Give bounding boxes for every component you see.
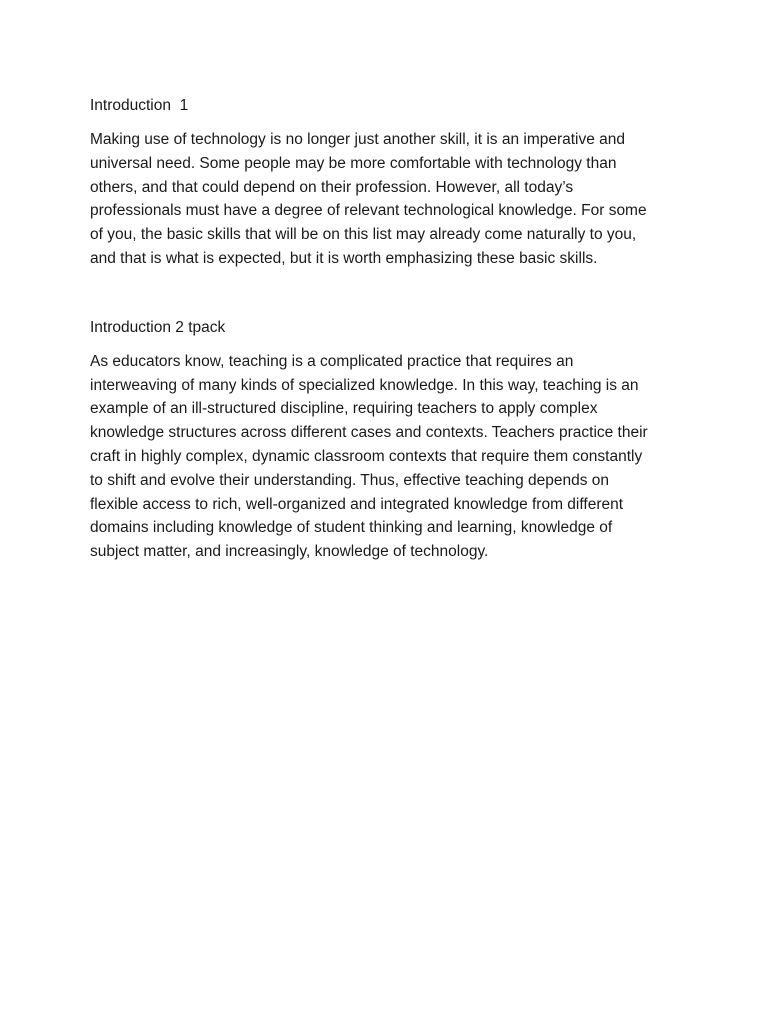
section-heading: Introduction 1 bbox=[90, 97, 189, 114]
section-introduction-2 bbox=[90, 316, 680, 564]
section-introduction-1 bbox=[90, 94, 680, 271]
section-heading: Introduction 2 tpack bbox=[90, 318, 226, 336]
section-paragraph: As educators know, teaching is a complicated practice that requires an interweaving of many kinds of specialized knowledge. In this way, teaching is an example of an ill-structured discipline, requiring teachers to apply complex knowledge structures across different cases and contexts. Teachers practice their craft in highly complex, dynamic classroom contexts that require them constantly to shift and evolve their understanding. Thus, effective teaching depends on flexible access to rich, well-organized and integrated knowledge from different domains including knowledge of student thinking and learning, knowledge of subject matter, and increasingly, knowledge of technology. bbox=[90, 352, 648, 561]
document-content bbox=[90, 94, 680, 564]
section-paragraph: Making use of technology is no longer just another skill, it is an imperative and universal need. Some people may be more comfortable with technology than others, and that could depend on their profession. However, all today’s professionals must have a degree of relevant technological knowledge. For some of you, the basic skills that will be on this list may already come naturally to you, and that is what is expected, but it is worth emphasizing these basic skills. bbox=[90, 131, 647, 267]
